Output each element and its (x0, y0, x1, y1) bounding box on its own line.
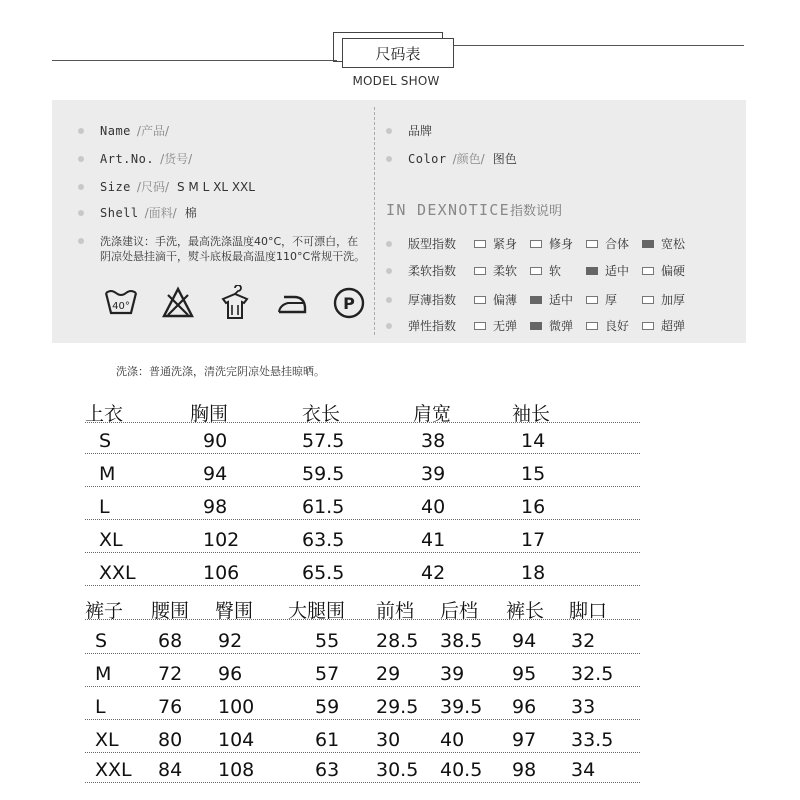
table-cell: S (99, 430, 112, 452)
table-cell: 40 (440, 729, 465, 751)
table-cell: 39 (440, 663, 465, 685)
bullet-icon (78, 128, 84, 134)
bullet-icon (78, 184, 84, 190)
info-row-shell (78, 204, 197, 221)
table-cell: 40 (421, 496, 446, 518)
table-cell: 15 (521, 463, 546, 485)
info-sublabel: /产品/ (136, 124, 169, 138)
table-cell: 100 (218, 696, 255, 718)
index-suffix: 指数说明 (509, 204, 562, 219)
table-row (85, 661, 640, 687)
checkbox-empty-icon (642, 296, 654, 304)
table-cell: 97 (512, 729, 537, 751)
table-cell: 32.5 (571, 663, 614, 685)
table-cell: 30.5 (376, 759, 419, 781)
table-cell: 65.5 (302, 562, 345, 584)
checkbox-checked-icon (530, 296, 542, 304)
bullet-icon (386, 297, 392, 303)
table-cell: 17 (521, 529, 546, 551)
table-row (85, 428, 640, 454)
wash-note: 洗涤：普通洗涤，清洗完阴凉处悬挂晾晒。 (116, 365, 325, 378)
pants-table-header (85, 594, 640, 620)
care-icons (103, 285, 388, 321)
info-sublabel: /面料/ (144, 206, 177, 220)
table-row (85, 461, 640, 487)
checkbox-empty-icon (474, 296, 486, 304)
table-cell: 61.5 (302, 496, 345, 518)
table-cell: 94 (512, 630, 537, 652)
index-option (474, 291, 530, 308)
table-cell: 96 (218, 663, 243, 685)
table-cell: 63 (315, 759, 340, 781)
index-option-label: 适中 (605, 264, 630, 278)
checkbox-empty-icon (586, 296, 598, 304)
info-sublabel: /颜色/ (452, 152, 485, 166)
bullet-icon (386, 268, 392, 274)
table-cell: 16 (521, 496, 546, 518)
info-sublabel: /尺码/ (136, 180, 169, 194)
care-text: 洗涤建议：手洗，最高洗涤温度40°C，不可漂白，在阴凉处悬挂滴干，熨斗底板最高温度110°C常规干洗。 (100, 235, 366, 263)
index-row (386, 317, 698, 334)
index-option-label: 宽松 (661, 237, 686, 251)
table-cell: 大腿围 (288, 600, 346, 622)
table-cell: 80 (158, 729, 183, 751)
table-row (85, 694, 640, 720)
table-cell: 57.5 (302, 430, 345, 452)
bullet-icon (386, 128, 392, 134)
table-cell: 90 (203, 430, 228, 452)
svg-text:40°: 40° (112, 301, 130, 312)
table-cell: L (95, 696, 106, 718)
table-cell: 38.5 (440, 630, 483, 652)
index-option-label: 无弹 (493, 319, 518, 333)
index-option-label: 柔软 (493, 264, 518, 278)
table-cell: 106 (203, 562, 240, 584)
table-row (85, 560, 640, 586)
index-option-label: 良好 (605, 319, 630, 333)
table-cell: 袖长 (512, 403, 551, 425)
table-cell: 41 (421, 529, 446, 551)
table-cell: 94 (203, 463, 228, 485)
checkbox-checked-icon (530, 322, 542, 330)
table-cell: 72 (158, 663, 183, 685)
table-cell: 裤长 (506, 600, 545, 622)
table-cell: 59.5 (302, 463, 345, 485)
table-cell: 衣长 (302, 403, 341, 425)
info-sublabel: /货号/ (160, 152, 193, 166)
index-option (642, 262, 698, 279)
table-cell: 98 (203, 496, 228, 518)
checkbox-empty-icon (586, 240, 598, 248)
index-option (586, 262, 642, 279)
index-option (474, 262, 530, 279)
index-option (586, 291, 642, 308)
index-row (386, 291, 698, 308)
index-option (642, 291, 698, 308)
checkbox-empty-icon (642, 267, 654, 275)
index-name: 柔软指数 (408, 264, 457, 278)
page-title: 尺码表 (342, 38, 454, 68)
checkbox-empty-icon (530, 267, 542, 275)
index-name: 版型指数 (408, 237, 457, 251)
index-option-label: 修身 (549, 237, 574, 251)
table-cell: 上衣 (85, 403, 124, 425)
table-cell: 后档 (440, 600, 479, 622)
table-cell: 102 (203, 529, 240, 551)
index-option (530, 262, 586, 279)
table-cell: S (95, 630, 108, 652)
table-cell: 59 (315, 696, 340, 718)
bullet-icon (386, 241, 392, 247)
table-cell: 39 (421, 463, 446, 485)
table-cell: 63.5 (302, 529, 345, 551)
table-cell: 腰围 (151, 600, 190, 622)
table-cell: 104 (218, 729, 255, 751)
checkbox-empty-icon (474, 267, 486, 275)
index-option (530, 317, 586, 334)
index-option (586, 317, 642, 334)
info-value: 图色 (492, 152, 517, 166)
table-cell: 34 (571, 759, 596, 781)
checkbox-empty-icon (642, 322, 654, 330)
table-cell: M (95, 663, 112, 685)
page-subtitle: MODEL SHOW (352, 74, 440, 88)
table-cell: XL (99, 529, 123, 551)
table-cell: XXL (95, 759, 132, 781)
table-cell: 14 (521, 430, 546, 452)
checkbox-empty-icon (474, 240, 486, 248)
top-table-header (85, 397, 640, 423)
table-cell: 18 (521, 562, 546, 584)
checkbox-empty-icon (530, 240, 542, 248)
table-cell: 裤子 (85, 600, 124, 622)
table-cell: 28.5 (376, 630, 419, 652)
info-label: 品牌 (408, 124, 433, 138)
index-brand: IN DEXNOTICE (386, 201, 510, 219)
table-cell: 38 (421, 430, 446, 452)
table-cell: 61 (315, 729, 340, 751)
care-instructions (78, 234, 368, 264)
bullet-icon (78, 238, 84, 244)
bullet-icon (78, 210, 84, 216)
info-label: Color (408, 151, 447, 166)
table-cell: 92 (218, 630, 243, 652)
table-cell: 32 (571, 630, 596, 652)
table-cell: 前档 (376, 600, 415, 622)
table-cell: 57 (315, 663, 340, 685)
index-option-label: 适中 (549, 293, 574, 307)
iron-icon (274, 285, 310, 321)
info-row-brand (386, 122, 432, 139)
no-bleach-icon (160, 285, 196, 321)
table-cell: 40.5 (440, 759, 483, 781)
info-row-artno (78, 150, 192, 167)
index-option (474, 235, 530, 252)
dry-clean-p-icon (331, 285, 367, 321)
info-value: S M L XL XXL (177, 179, 255, 194)
table-cell: L (99, 496, 110, 518)
index-option (642, 235, 698, 252)
table-cell: 30 (376, 729, 401, 751)
checkbox-empty-icon (586, 322, 598, 330)
index-option-label: 合体 (605, 237, 630, 251)
header-line-left (52, 60, 337, 61)
index-row (386, 262, 698, 279)
index-option-label: 软 (549, 264, 562, 278)
table-cell: M (99, 463, 116, 485)
table-row (85, 628, 640, 654)
table-row (85, 757, 640, 783)
index-option-label: 偏硬 (661, 264, 686, 278)
table-row (85, 527, 640, 553)
index-option (530, 291, 586, 308)
index-option (586, 235, 642, 252)
table-cell: 95 (512, 663, 537, 685)
table-cell: 33 (571, 696, 596, 718)
table-row (85, 494, 640, 520)
info-label: Art.No. (100, 151, 155, 166)
bullet-icon (78, 156, 84, 162)
info-row-size (78, 178, 255, 195)
index-name: 弹性指数 (408, 319, 457, 333)
table-cell: 33.5 (571, 729, 614, 751)
index-option (474, 317, 530, 334)
table-cell: 76 (158, 696, 183, 718)
index-option-label: 超弹 (661, 319, 686, 333)
table-cell: 肩宽 (413, 403, 452, 425)
table-cell: 29.5 (376, 696, 419, 718)
table-cell: 39.5 (440, 696, 483, 718)
table-cell: XL (95, 729, 119, 751)
checkbox-checked-icon (586, 267, 598, 275)
index-option (642, 317, 698, 334)
svg-text:P: P (343, 294, 355, 313)
index-option-label: 偏薄 (493, 293, 518, 307)
checkbox-checked-icon (642, 240, 654, 248)
bullet-icon (386, 156, 392, 162)
table-row (85, 727, 640, 753)
table-cell: 胸围 (190, 403, 229, 425)
index-row (386, 235, 698, 252)
index-option (530, 235, 586, 252)
info-label: Size (100, 179, 131, 194)
wash-40-icon (103, 285, 139, 321)
index-option-label: 厚 (605, 293, 618, 307)
table-cell: 29 (376, 663, 401, 685)
table-cell: 68 (158, 630, 183, 652)
index-title (386, 200, 562, 219)
info-value: 棉 (184, 206, 197, 220)
table-cell: 42 (421, 562, 446, 584)
info-row-name (78, 122, 169, 139)
table-cell: 98 (512, 759, 537, 781)
index-name: 厚薄指数 (408, 293, 457, 307)
info-label: Name (100, 123, 131, 138)
table-cell: 84 (158, 759, 183, 781)
header-line-right (452, 45, 744, 46)
index-option-label: 微弹 (549, 319, 574, 333)
info-row-color (386, 150, 517, 167)
table-cell: XXL (99, 562, 136, 584)
info-label: Shell (100, 205, 139, 220)
index-option-label: 加厚 (661, 293, 686, 307)
checkbox-empty-icon (474, 322, 486, 330)
table-cell: 脚口 (569, 600, 608, 622)
bullet-icon (386, 323, 392, 329)
table-cell: 臀围 (215, 600, 254, 622)
table-cell: 108 (218, 759, 255, 781)
hang-dry-icon (217, 285, 253, 321)
index-option-label: 紧身 (493, 237, 518, 251)
table-cell: 96 (512, 696, 537, 718)
table-cell: 55 (315, 630, 340, 652)
